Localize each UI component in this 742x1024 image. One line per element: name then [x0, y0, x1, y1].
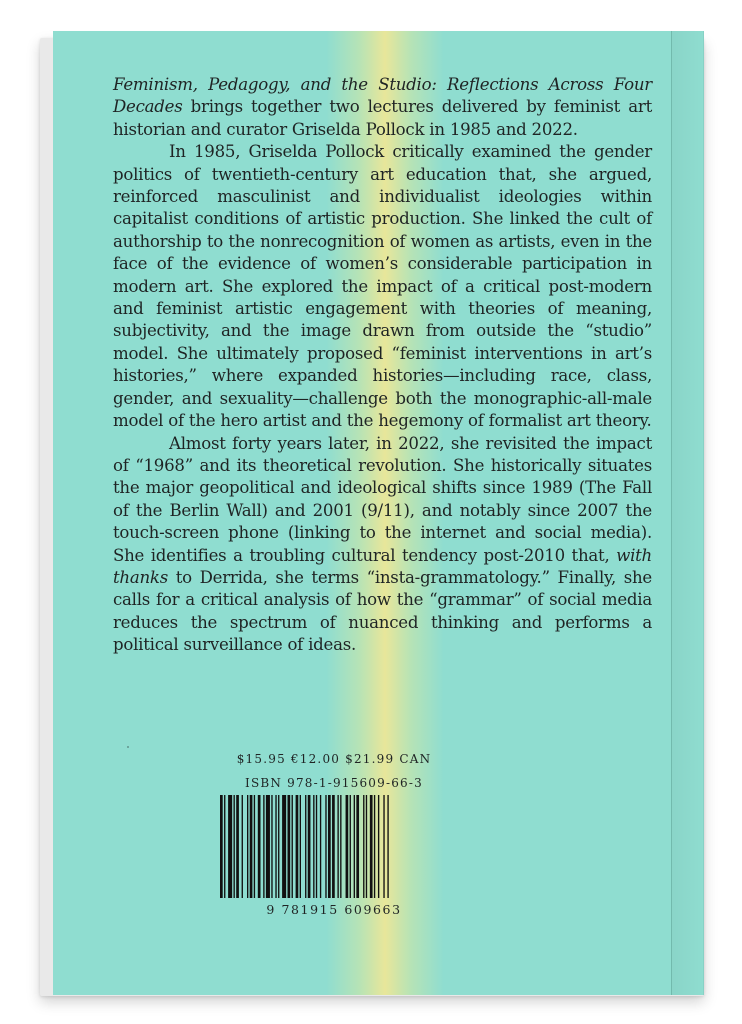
blurb-paragraph-3	[113, 433, 652, 657]
blurb-text	[113, 74, 652, 657]
spine-crease	[671, 31, 672, 995]
barcode-icon	[220, 795, 448, 898]
blurb-paragraph-3-italic: with thanks	[113, 545, 652, 587]
barcode-number: 9 781915 609663	[266, 902, 402, 917]
isbn-line: ISBN 978-1-915609-66-3	[245, 776, 423, 790]
blurb-paragraph-1-rest: brings together two lectures delivered by feminist art historian and curator Griselda Pollock in 1985 and 2022.	[113, 97, 652, 139]
book-title-italic: Feminism, Pedagogy, and the Studio: Reflections Across Four Decades	[113, 75, 652, 117]
price-line: $15.95 €12.00 $21.99 CAN	[236, 752, 432, 766]
paper-speck	[127, 746, 129, 748]
blurb-paragraph-3-after: to Derrida, she terms “insta-grammatology.” Finally, she calls for a critical analysis of how the “grammar” of social media reduces the spectrum of nuanced thinking and performs a political surveillance of ideas.	[113, 567, 652, 655]
blurb-paragraph-1	[113, 74, 652, 141]
blurb-paragraph-3-before: Almost forty years later, in 2022, she revisited the impact of “1968” and its theoretical revolution. She historically situates the major geopolitical and ideological shifts since 1989 (The Fall of the Berlin Wall) and 2001 (9/11), and notably since 2007 the touch-screen phone (linking to the internet and social media). She identifies a troubling cultural tendency post-2010 that,	[113, 433, 652, 565]
blurb-paragraph-2: In 1985, Griselda Pollock critically examined the gender politics of twentieth-century art education that, she argued, reinforced masculinist and individualist ideologies within capitalist conditions of artistic production. She linked the cult of authorship to the nonrecognition of women as artists, even in the face of the evidence of women’s considerable participation in modern art. She explored the impact of a critical post-modern and feminist artistic engagement with theories of meaning, subjectivity, and the image drawn from outside the “studio” model. She ultimately proposed “feminist interventions in art’s histories,” where expanded histories—including race, class, gender, and sexuality—challenge both the monographic-all-male model of the hero artist and the hegemony of formalist art theory.	[113, 142, 652, 431]
spine-edge	[672, 31, 704, 995]
